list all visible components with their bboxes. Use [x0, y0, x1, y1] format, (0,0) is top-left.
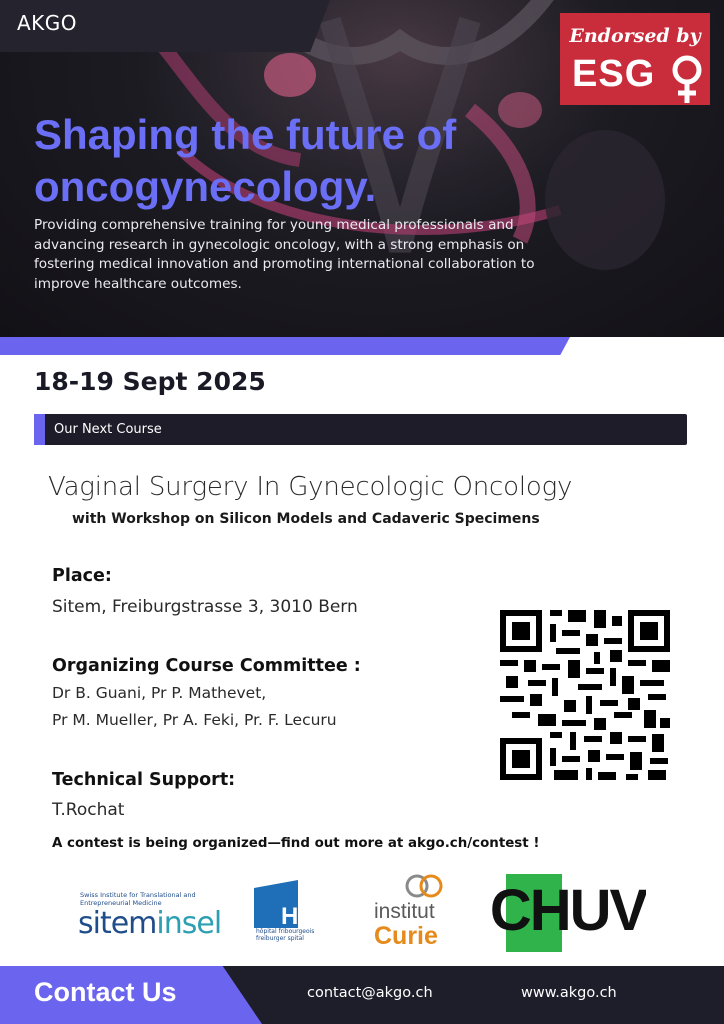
footer [0, 966, 724, 1024]
sitem-logo-part-a: sitem [78, 906, 157, 941]
hfr-logo [254, 880, 330, 928]
committee-line-2: Pr M. Mueller, Pr A. Feki, Pr. F. Lecuru [52, 711, 337, 729]
contest-notice: A contest is being organized—find out more at akgo.ch/contest ! [52, 836, 540, 851]
next-course-bar [34, 414, 687, 445]
event-date: 18-19 Sept 2025 [34, 367, 266, 396]
esgo-endorsement-badge [560, 13, 710, 105]
place-value: Sitem, Freiburgstrasse 3, 3010 Bern [52, 597, 358, 617]
hfr-logo-text: HFR [281, 903, 330, 928]
course-subtitle: with Workshop on Silicon Models and Cadaveric Specimens [72, 511, 540, 527]
qr-code[interactable] [498, 608, 672, 782]
accent-band [0, 337, 570, 355]
contact-title: Contact Us [34, 977, 177, 1007]
bar-accent [34, 414, 45, 445]
committee-heading: Organizing Course Committee : [52, 656, 361, 676]
hero-headline: Shaping the future of oncogynecology. [34, 111, 457, 210]
brand-name: AKGO [17, 11, 78, 35]
support-heading: Technical Support: [52, 770, 236, 790]
hero-banner [0, 0, 724, 337]
place-heading: Place: [52, 566, 112, 586]
sitem-caption: Swiss Institute for Translational and Entrepreneurial Medicine [80, 891, 196, 907]
female-symbol-icon [670, 55, 704, 105]
sitem-logo-part-b: insel [156, 906, 222, 941]
chuv-logo-text: CHUV [490, 878, 646, 943]
chuv-logo [490, 874, 646, 952]
support-value: T.Rochat [52, 800, 125, 820]
course-title: Vaginal Surgery In Gynecologic Oncology [48, 472, 573, 502]
curie-logo-line1: institut [374, 900, 435, 923]
website-link[interactable]: www.akgo.ch [521, 985, 617, 1001]
esgo-badge-line1: Endorsed by [569, 25, 701, 47]
hero-description: Providing comprehensive training for young medical professionals and advancing research in gynecologic oncology, with a strong emphasis on fostering medical innovation and promoting international collaboration to improve healthcare outcomes. [34, 217, 535, 292]
esgo-badge-line2: ESG [572, 53, 656, 95]
hfr-caption: hôpital fribourgeois freiburger spital [256, 928, 315, 942]
curie-logo-line2: Curie [374, 922, 438, 950]
sitem-insel-logo [78, 906, 221, 941]
contact-email-link[interactable]: contact@akgo.ch [307, 985, 433, 1001]
curie-rings-icon [402, 872, 448, 900]
next-course-label: Our Next Course [54, 422, 162, 437]
committee-line-1: Dr B. Guani, Pr P. Mathevet, [52, 684, 267, 702]
